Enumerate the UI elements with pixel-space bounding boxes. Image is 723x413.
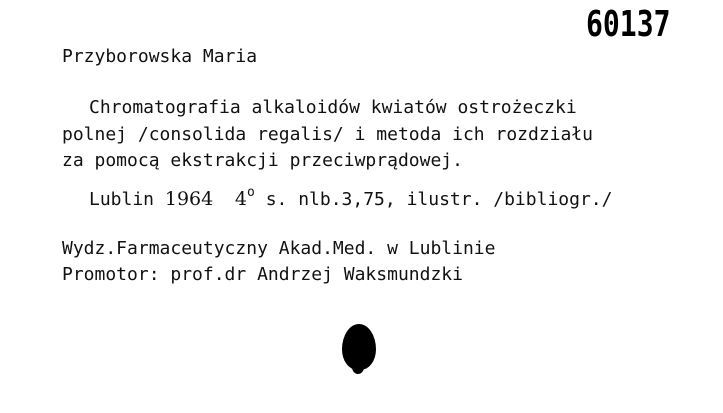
catalog-number: 60137: [586, 4, 671, 45]
imprint-format: 4: [234, 188, 248, 210]
imprint-line: [89, 185, 613, 210]
imprint-pages: s. nlb.3,75, ilustr. /bibliogr./: [265, 189, 613, 210]
title-line-2: polnej /consolida regalis/ i metoda ich rozdziału: [62, 124, 594, 145]
title-line-3: za pomocą ekstrakcji przeciwprądowej.: [62, 150, 463, 171]
punch-hole-tail: [352, 360, 364, 374]
institution: Wydz.Farmaceutyczny Akad.Med. w Lublinie: [62, 238, 496, 259]
title-line-1: Chromatografia alkaloidów kwiatów ostrożeczki: [89, 97, 577, 118]
author-name: Przyborowska Maria: [62, 46, 258, 67]
promotor: Promotor: prof.dr Andrzej Waksmundzki: [62, 264, 463, 285]
imprint-place: Lublin: [89, 189, 155, 210]
imprint-format-superscript: o: [247, 185, 255, 200]
imprint-year: 1964: [164, 188, 214, 210]
